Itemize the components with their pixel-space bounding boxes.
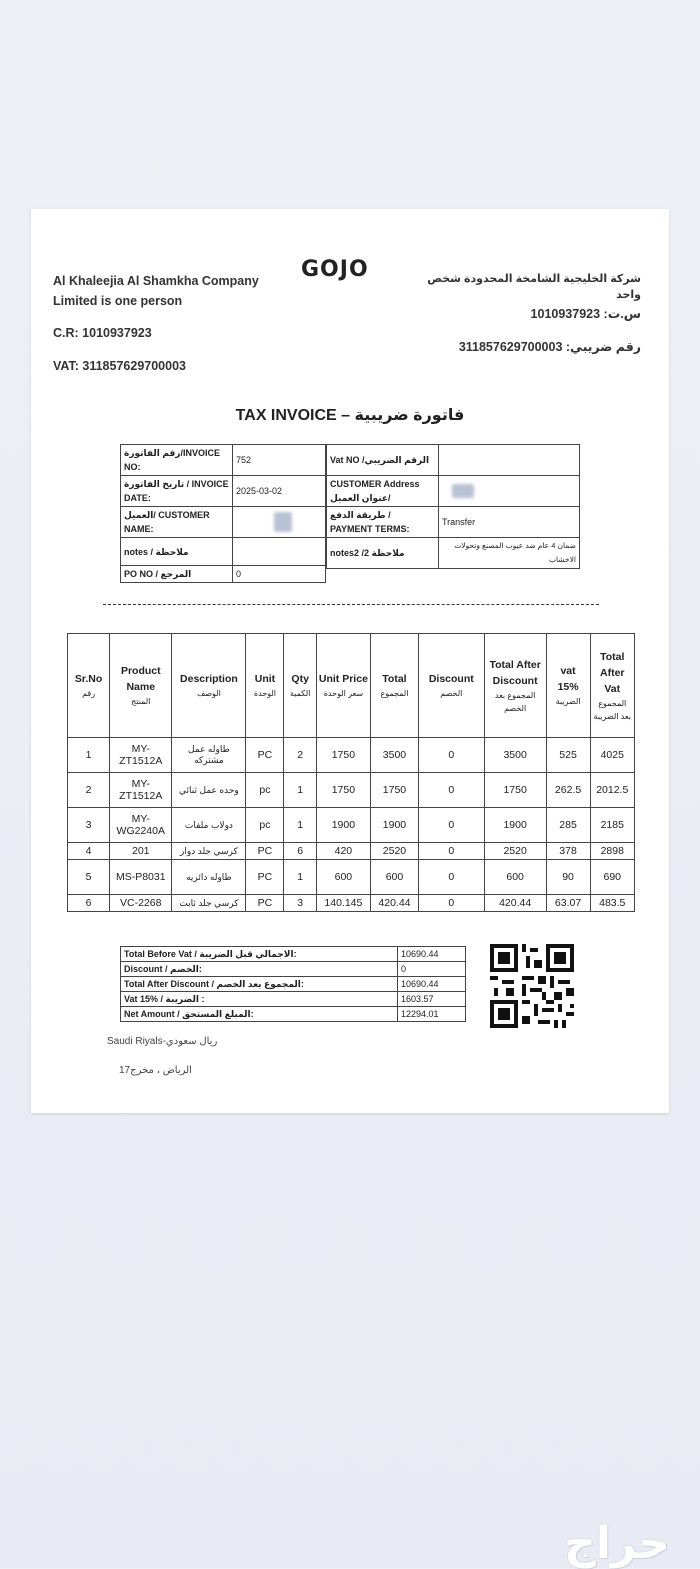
po-value: 0 xyxy=(233,566,326,583)
total-before-vat-value: 10690.44 xyxy=(398,947,466,962)
cell-description: طاوله عمل مشتركه xyxy=(172,738,246,773)
cell-unit-price: 1750 xyxy=(316,773,370,808)
invoice-no-value: 752 xyxy=(233,445,326,476)
notes2-value: ضمان 4 عام ضد عيوب المصنع وتحولات الاخشاب xyxy=(439,538,580,569)
cell-unit-price: 1750 xyxy=(316,738,370,773)
cell-sr: 6 xyxy=(68,895,110,912)
cell-after-vat: 2185 xyxy=(590,808,634,843)
cell-vat: 378 xyxy=(546,843,590,860)
cell-qty: 2 xyxy=(284,738,316,773)
company-name-en: Al Khaleejia Al Shamkha Company Limited is one person xyxy=(53,274,259,308)
items-header-row xyxy=(68,634,635,738)
notes-label: notes / ملاحظة xyxy=(121,538,233,566)
cell-vat: 90 xyxy=(546,860,590,895)
customer-address-label: CUSTOMER Address عنوان العميل/ xyxy=(327,476,439,507)
cell-qty: 3 xyxy=(284,895,316,912)
vat-no-label: Vat NO /الرقم الضريبي xyxy=(327,445,439,476)
cell-after-discount: 3500 xyxy=(484,738,546,773)
net-amount-label: Net Amount / المبلغ المستحق: xyxy=(121,1007,398,1022)
cell-product: MY-ZT1512A xyxy=(110,738,172,773)
net-amount-value: 12294.01 xyxy=(398,1007,466,1022)
cell-vat: 525 xyxy=(546,738,590,773)
cell-discount: 0 xyxy=(418,738,484,773)
totals-row xyxy=(121,947,466,962)
invoice-date-label: تاريخ الفاتورة / INVOICE DATE: xyxy=(121,476,233,507)
cell-product: MS-P8031 xyxy=(110,860,172,895)
notes2-label: notes2 /2 ملاحظة xyxy=(327,538,439,569)
totals-row xyxy=(121,1007,466,1022)
col-after-vat: Total After Vat المجموع بعد الضريبة xyxy=(590,634,634,738)
address-note: الرياض ، مخرج17 xyxy=(119,1065,192,1076)
watermark-logo: حراج xyxy=(564,1519,670,1568)
cell-total: 1900 xyxy=(370,808,418,843)
totals-row xyxy=(121,962,466,977)
table-row xyxy=(68,773,635,808)
total-before-vat-label: Total Before Vat / الاجمالي قبل الضريبة: xyxy=(121,947,398,962)
col-after-discount: Total After Discount المجموع بعد الخصم xyxy=(484,634,546,738)
table-row xyxy=(68,860,635,895)
cell-product: MY-WG2240A xyxy=(110,808,172,843)
col-product: Product Name المنتج xyxy=(110,634,172,738)
cell-sr: 2 xyxy=(68,773,110,808)
totals-row xyxy=(121,977,466,992)
vat-no-value xyxy=(439,445,580,476)
cell-discount: 0 xyxy=(418,860,484,895)
cell-qty: 6 xyxy=(284,843,316,860)
col-qty: Qty الكمية xyxy=(284,634,316,738)
vat-number-ar: رقم ضريبي: 311857629700003 xyxy=(458,340,641,354)
company-name-ar: شركة الخليجية الشامخة المحدودة شخص واحد xyxy=(427,273,641,301)
cell-after-vat: 2012.5 xyxy=(590,773,634,808)
cr-number-en: C.R: 1010937923 xyxy=(53,326,152,340)
vat-value: 1603.57 xyxy=(398,992,466,1007)
cell-description: طاوله دائريه xyxy=(172,860,246,895)
cell-discount: 0 xyxy=(418,773,484,808)
cell-after-vat: 690 xyxy=(590,860,634,895)
invoice-info-table-right xyxy=(326,444,580,569)
cell-qty: 1 xyxy=(284,860,316,895)
cell-qty: 1 xyxy=(284,808,316,843)
cell-discount: 0 xyxy=(418,808,484,843)
cell-discount: 0 xyxy=(418,895,484,912)
cell-unit-price: 1900 xyxy=(316,808,370,843)
table-row xyxy=(68,738,635,773)
cell-after-discount: 600 xyxy=(484,860,546,895)
cr-number-ar: س.ت: 1010937923 xyxy=(530,307,641,321)
cell-description: دولاب ملفات xyxy=(172,808,246,843)
cell-unit: PC xyxy=(246,895,284,912)
col-vat: vat 15% الضريبة xyxy=(546,634,590,738)
customer-name-value xyxy=(233,507,326,538)
cell-unit: PC xyxy=(246,860,284,895)
customer-address-value xyxy=(439,476,580,507)
cell-after-discount: 420.44 xyxy=(484,895,546,912)
cell-unit-price: 140.145 xyxy=(316,895,370,912)
cell-product: VC-2268 xyxy=(110,895,172,912)
table-row xyxy=(68,843,635,860)
cell-unit-price: 420 xyxy=(316,843,370,860)
discount-value: 0 xyxy=(398,962,466,977)
totals-table xyxy=(120,946,466,1022)
cell-unit: PC xyxy=(246,738,284,773)
cell-sr: 5 xyxy=(68,860,110,895)
items-table xyxy=(67,633,635,912)
cell-vat: 285 xyxy=(546,808,590,843)
cell-total: 1750 xyxy=(370,773,418,808)
cell-vat: 262.5 xyxy=(546,773,590,808)
cell-description: كرسي جلد دوار xyxy=(172,843,246,860)
cell-qty: 1 xyxy=(284,773,316,808)
col-discount: Discount الخصم xyxy=(418,634,484,738)
customer-name-label: العميل/ CUSTOMER NAME: xyxy=(121,507,233,538)
cell-sr: 1 xyxy=(68,738,110,773)
cell-sr: 3 xyxy=(68,808,110,843)
currency-note: Saudi Riyals-ريال سعودي xyxy=(107,1036,218,1047)
col-sr: Sr.No رقم xyxy=(68,634,110,738)
cell-unit-price: 600 xyxy=(316,860,370,895)
col-total: Total المجموع xyxy=(370,634,418,738)
vat-label: Vat 15% / الضريبة : xyxy=(121,992,398,1007)
cell-product: 201 xyxy=(110,843,172,860)
separator-line xyxy=(103,604,599,605)
col-description: Description الوصف xyxy=(172,634,246,738)
cell-sr: 4 xyxy=(68,843,110,860)
cell-total: 2520 xyxy=(370,843,418,860)
totals-row xyxy=(121,992,466,1007)
cell-after-vat: 4025 xyxy=(590,738,634,773)
cell-after-discount: 1900 xyxy=(484,808,546,843)
cell-total: 600 xyxy=(370,860,418,895)
table-row xyxy=(68,895,635,912)
cell-description: وحده عمل ثنائي xyxy=(172,773,246,808)
invoice-title: TAX INVOICE – فاتورة ضريبية xyxy=(235,407,465,424)
cell-unit: PC xyxy=(246,843,284,860)
vat-number-en: VAT: 311857629700003 xyxy=(53,359,186,373)
cell-after-discount: 2520 xyxy=(484,843,546,860)
invoice-no-label: رقم الفاتورة/INVOICE NO: xyxy=(121,445,233,476)
invoice-info-table-left xyxy=(120,444,326,583)
cell-after-vat: 2898 xyxy=(590,843,634,860)
cell-description: كرسي جلد ثابت xyxy=(172,895,246,912)
cell-after-discount: 1750 xyxy=(484,773,546,808)
col-unit: Unit الوحدة xyxy=(246,634,284,738)
company-logo: GOJO xyxy=(301,257,369,282)
cell-total: 420.44 xyxy=(370,895,418,912)
payment-terms-label: طريقة الدفع / PAYMENT TERMS: xyxy=(327,507,439,538)
payment-terms-value: Transfer xyxy=(439,507,580,538)
qr-code-icon xyxy=(490,943,574,1029)
total-after-discount-label: Total After Discount / المجموع بعد الخصم: xyxy=(121,977,398,992)
notes-value xyxy=(233,538,326,566)
table-row xyxy=(68,808,635,843)
discount-label: Discount / الخصم: xyxy=(121,962,398,977)
cell-discount: 0 xyxy=(418,843,484,860)
total-after-discount-value: 10690.44 xyxy=(398,977,466,992)
po-label: PO NO / المرجع xyxy=(121,566,233,583)
cell-unit: pc xyxy=(246,808,284,843)
cell-product: MY-ZT1512A xyxy=(110,773,172,808)
cell-vat: 63.07 xyxy=(546,895,590,912)
invoice-page xyxy=(31,209,669,1113)
col-unit-price: Unit Price سعر الوحدة xyxy=(316,634,370,738)
cell-unit: pc xyxy=(246,773,284,808)
cell-total: 3500 xyxy=(370,738,418,773)
cell-after-vat: 483.5 xyxy=(590,895,634,912)
invoice-date-value: 2025-03-02 xyxy=(233,476,326,507)
